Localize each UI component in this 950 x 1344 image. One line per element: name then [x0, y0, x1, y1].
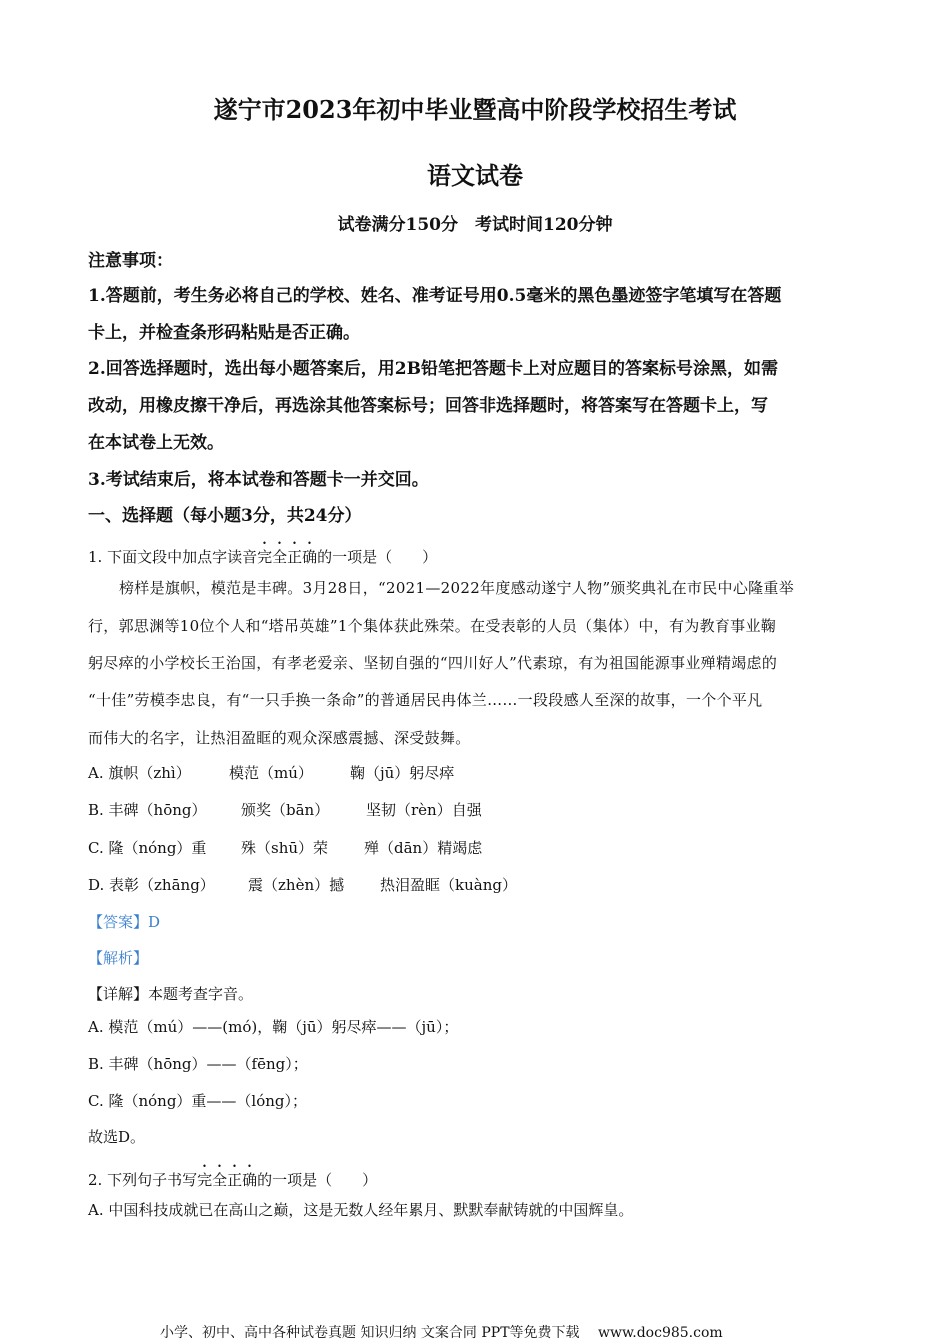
option-c-2: 殊（shū）荣 — [241, 839, 329, 857]
option-d-1: D. 表彰（zhāng） — [88, 876, 215, 894]
detail-line-a: A. 模范（mú）——(mó)，鞠（jū）躬尽瘁——（jū）； — [88, 1018, 459, 1036]
option-c-3: 殚（dān）精竭虑 — [364, 839, 483, 857]
question-1-stem — [88, 539, 437, 567]
notice-heading: 注意事项： — [88, 251, 173, 271]
passage-line-3: 躬尽瘁的小学校长王治国，有孝老爱亲、坚韧自强的“四川好人”代素琼，有为祖国能源事业殚精竭虑的 — [88, 654, 778, 672]
exam-title: 遂宁市2023年初中毕业暨高中阶段学校招生考试 — [213, 95, 737, 124]
notice-item-1a: 1.答题前，考生务必将自己的学校、姓名、准考证号用0.5毫米的黑色墨迹签字笔填写在答题 — [88, 286, 782, 306]
question-2-stem — [88, 1162, 377, 1190]
stem-emphasis: 完全正确 — [197, 1171, 258, 1189]
option-a-1: A. 旗帜（zhì） — [88, 764, 191, 782]
passage-line-5: 而伟大的名字，让热泪盈眶的观众深感震撼、深受鼓舞。 — [88, 729, 471, 747]
option-a-3: 鞠（jū）躬尽瘁 — [350, 764, 455, 782]
stem-text: 2. 下列句子书写 — [88, 1171, 198, 1189]
notice-item-2c: 在本试卷上无效。 — [88, 433, 224, 453]
stem-text: 1. 下面文段中加点字读音 — [88, 548, 258, 566]
option-a-2: 模范（mú） — [229, 764, 313, 782]
option-b-3: 坚韧（rèn）自强 — [366, 801, 482, 819]
q2-option-a: A. 中国科技成就已在高山之巅，这是无数人经年累月、默默奉献铸就的中国辉皇。 — [88, 1201, 634, 1219]
section-heading: 一、选择题（每小题3分，共24分） — [88, 506, 362, 526]
detail-line-c: C. 隆（nóng）重——（lóng）； — [88, 1092, 308, 1110]
passage-line-1: 榜样是旗帜，模范是丰碑。3月28日，“2021—2022年度感动遂宁人物”颁奖典礼在市民中心隆重举 — [119, 579, 795, 597]
stem-emphasis: 完全正确 — [257, 548, 318, 566]
notice-item-1b: 卡上，并检查条形码粘贴是否正确。 — [88, 323, 360, 343]
subject-title: 语文试卷 — [427, 161, 523, 190]
answer-label — [88, 911, 160, 932]
stem-text: 的一项是（ ） — [257, 1171, 378, 1189]
footer-ad[interactable]: 小学、初中、高中各种试卷真题 知识归纳 文案合同 PPT等免费下载 www.doc985.com — [160, 1325, 723, 1341]
answer-text: 【答案】D — [88, 913, 161, 931]
option-c-1: C. 隆（nóng）重 — [88, 839, 207, 857]
option-b-2: 颁奖（bān） — [241, 801, 330, 819]
passage-line-2: 行，郭思渊等10位个人和“塔吊英雄”1个集体获此殊荣。在受表彰的人员（集体）中，有为教育事业鞠 — [88, 617, 777, 635]
option-b-1: B. 丰碑（hōng） — [88, 801, 207, 819]
option-d-3: 热泪盈眶（kuàng） — [380, 876, 517, 894]
stem-text: 的一项是（ ） — [317, 548, 438, 566]
analysis-label: 【解析】 — [88, 949, 149, 967]
option-d-2: 震（zhèn）撼 — [248, 876, 345, 894]
exam-meta: 试卷满分150分 考试时间120分钟 — [337, 215, 613, 235]
notice-item-2a: 2.回答选择题时，选出每小题答案后，用2B铅笔把答题卡上对应题目的答案标号涂黑，如需 — [88, 359, 778, 379]
detail-heading: 【详解】本题考查字音。 — [88, 985, 254, 1003]
passage-line-4: “十佳”劳模李忠良，有“一只手换一条命”的普通居民冉体兰……一段段感人至深的故事，一个个平凡 — [88, 691, 763, 709]
detail-conclusion: 故选D。 — [88, 1128, 146, 1146]
detail-line-b: B. 丰碑（hōng）——（fēng）； — [88, 1055, 308, 1073]
notice-item-3: 3.考试结束后，将本试卷和答题卡一并交回。 — [88, 470, 429, 490]
notice-item-2b: 改动，用橡皮擦干净后，再选涂其他答案标号；回答非选择题时，将答案写在答题卡上，写 — [88, 396, 768, 416]
